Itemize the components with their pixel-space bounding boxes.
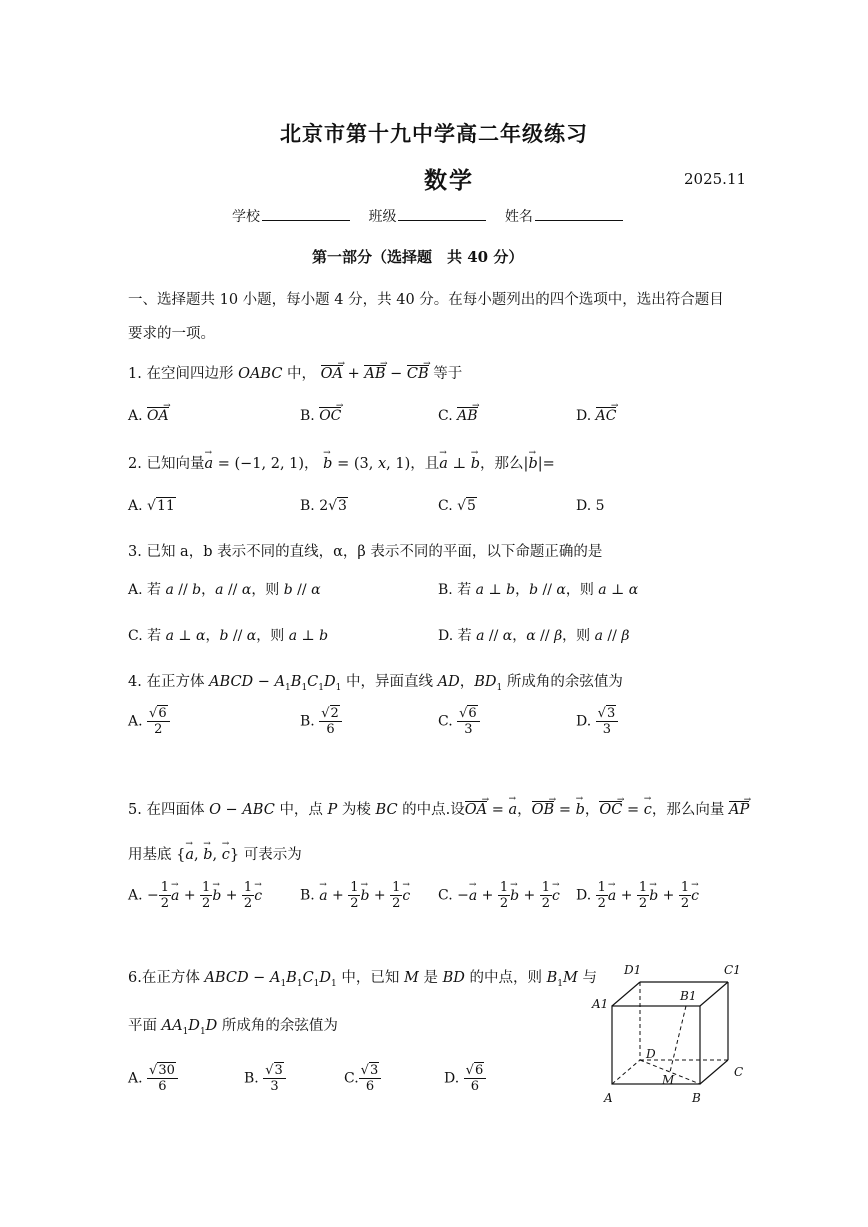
q1-option-d[interactable]: D. → AC xyxy=(576,407,616,424)
name-blank[interactable] xyxy=(535,208,623,221)
section-heading: 第一部分（选择题 共 40 分） xyxy=(312,248,524,266)
q1-option-b[interactable]: B. → OC xyxy=(300,407,341,424)
q2-option-c[interactable]: C. √5 xyxy=(438,498,476,514)
q5-option-b[interactable]: B. → a + $\frac{1}{2}$ → b + $\frac{1}{2}$ → c xyxy=(300,880,410,911)
q6-option-a[interactable]: A. $\frac{√30}{6}$ xyxy=(128,1063,178,1094)
question-6-line1: 6.在正方体 ABCD − $A_1B_1C_1D_1$ 中，已知 M 是 BD 的中点，则 $B_1M$ 与 xyxy=(128,970,597,989)
paper-title: 北京市第十九中学高二年级练习 xyxy=(280,121,588,146)
q6-option-d[interactable]: D. $\frac{√6}{6}$ xyxy=(444,1063,486,1094)
q6-option-b[interactable]: B. $\frac{√3}{3}$ xyxy=(244,1063,286,1094)
q5-option-d[interactable]: D. $\frac{1}{2}$ → a + $\frac{1}{2}$ → b + $\frac{1}{2}$ → c xyxy=(576,880,699,911)
q4-option-d[interactable]: D. $\frac{√3}{3}$ xyxy=(576,706,618,737)
label-c: C xyxy=(734,1065,744,1079)
school-label: 学校 xyxy=(232,209,260,225)
label-a1: A1 xyxy=(592,997,609,1011)
q1-option-c[interactable]: C. → AB xyxy=(438,407,478,424)
question-5-line1: 5. 在四面体 O − ABC 中，点 P 为棱 BC 的中点.设→ OA = → a，→ OB = → b，→ OC = → c，那么向量 → AP xyxy=(128,798,749,819)
label-b: B xyxy=(692,1091,701,1105)
q4-option-b[interactable]: B. $\frac{√2}{6}$ xyxy=(300,706,342,737)
label-c1: C1 xyxy=(724,963,741,977)
name-label: 姓名 xyxy=(504,209,533,225)
q3-option-a[interactable]: A. 若 a // b，a // α，则 b // α xyxy=(128,582,321,598)
cube-figure xyxy=(588,958,748,1108)
question-3: 3. 已知 a，b 表示不同的直线，α，β 表示不同的平面，以下命题正确的是 xyxy=(128,544,603,560)
label-b1: B1 xyxy=(680,989,697,1003)
q5-option-a[interactable]: A. − $\frac{1}{2}$ → a + $\frac{1}{2}$ → b + $\frac{1}{2}$ → c xyxy=(128,880,262,911)
edge-a1-d1 xyxy=(612,982,640,1006)
q4-option-a[interactable]: A. $\frac{√6}{2}$ xyxy=(128,706,170,737)
hidden-edge-a-d xyxy=(612,1060,640,1084)
question-2: 2. 已知向量→ a = (−1, 2, 1)， → b = (3, x, 1)，且→ a ⊥ → b，那么|→ b|= xyxy=(128,452,555,473)
class-label: 班级 xyxy=(368,209,397,225)
q3-option-d[interactable]: D. 若 a // α，α // β，则 a // β xyxy=(438,628,630,644)
student-info-row xyxy=(232,206,637,226)
hidden-line-b1-m xyxy=(670,1006,686,1072)
q3-option-c[interactable]: C. 若 a ⊥ α，b // α，则 a ⊥ b xyxy=(128,628,329,644)
q2-option-b[interactable]: B. 2√3 xyxy=(300,498,347,514)
q1-option-a[interactable]: A. → OA xyxy=(128,407,169,424)
edge-b1-c1 xyxy=(700,982,728,1006)
question-4: 4. 在正方体 ABCD − $A_1B_1C_1D_1$ 中，异面直线 AD，$BD_1$ 所成角的余弦值为 xyxy=(128,674,623,693)
q5-option-c[interactable]: C. −→ a + $\frac{1}{2}$ → b + $\frac{1}{2}$ → c xyxy=(438,880,560,911)
question-5-line2: 用基底 {→ a, → b, → c} 可表示为 xyxy=(128,843,302,864)
q3-option-b[interactable]: B. 若 a ⊥ b，b // α，则 a ⊥ α xyxy=(438,582,639,598)
school-blank[interactable] xyxy=(262,208,350,221)
label-a: A xyxy=(604,1091,613,1105)
edge-b-c xyxy=(700,1060,728,1084)
label-m: M xyxy=(662,1073,675,1087)
label-d: D xyxy=(646,1047,656,1061)
label-d1: D1 xyxy=(624,963,642,977)
q6-option-c[interactable]: C. $\frac{√3}{6}$ xyxy=(344,1063,381,1094)
subject-title: 数学 xyxy=(424,167,474,194)
question-1: 1. 在空间四边形 OABC 中， → OA + → AB − → CB 等于 xyxy=(128,362,462,383)
exam-date: 2025.11 xyxy=(684,170,747,188)
class-blank[interactable] xyxy=(398,208,486,221)
instructions-line2: 要求的一项。 xyxy=(128,326,215,342)
q4-option-c[interactable]: C. $\frac{√6}{3}$ xyxy=(438,706,480,737)
question-6-line2: 平面 $AA_1D_1D$ 所成角的余弦值为 xyxy=(128,1018,338,1037)
q2-option-a[interactable]: A. √11 xyxy=(128,498,175,514)
q2-option-d[interactable]: D. 5 xyxy=(576,498,605,514)
instructions-line1: 一、选择题共 10 小题，每小题 4 分，共 40 分。在每小题列出的四个选项中，选出符合题目 xyxy=(128,292,724,308)
